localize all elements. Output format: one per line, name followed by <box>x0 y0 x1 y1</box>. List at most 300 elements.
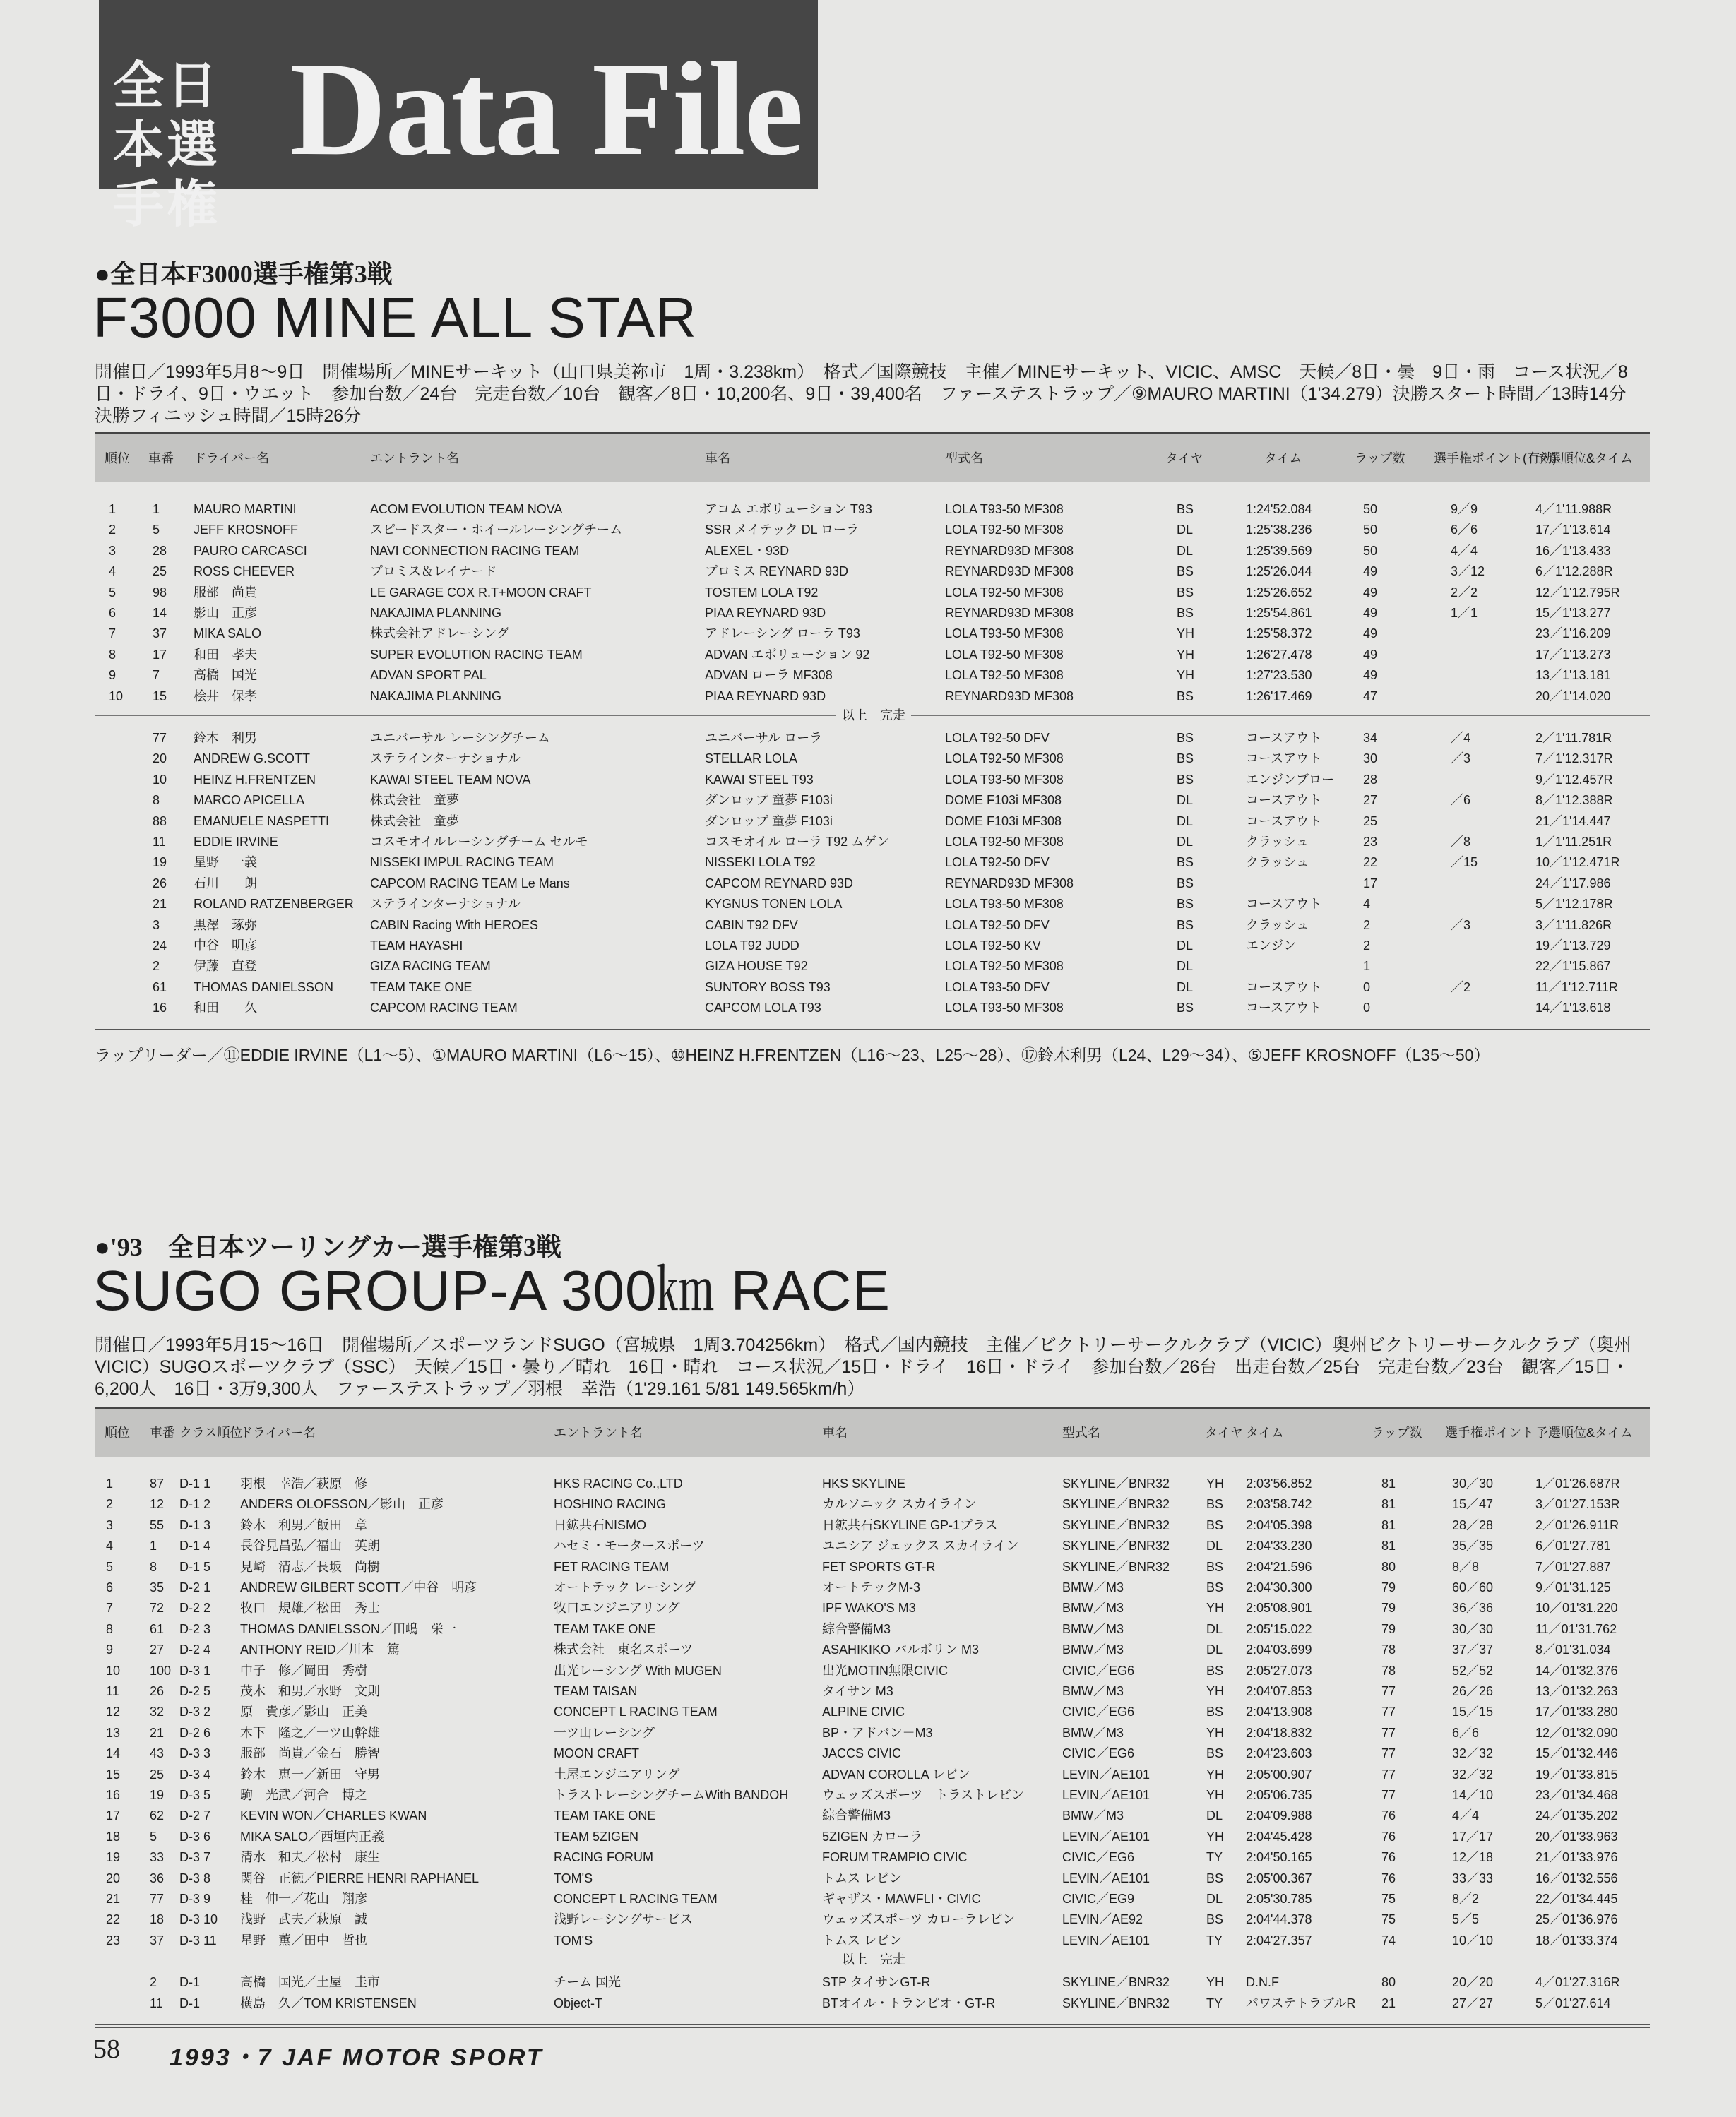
table-cell: KAWAI STEEL TEAM NOVA <box>370 772 531 787</box>
table-cell: LOLA T92-50 MF308 <box>945 751 1064 766</box>
table-cell: 1:25'54.861 <box>1246 606 1312 620</box>
table-cell: 12 <box>106 1705 121 1719</box>
f3000-lap-leaders: ラップリーダー／⑪EDDIE IRVINE（L1～5）、①MAURO MARTINI（L6～15）、⑩HEINZ H.FRENTZEN（L16～23、L25～28）、⑰鈴木利男（L24、L29～34）、⑤JEFF KROSNOFF（L35～50） <box>95 1046 1490 1064</box>
table-cell: BMW／M3 <box>1062 1580 1124 1594</box>
table-cell: 6 <box>106 1580 114 1594</box>
column-header: 車名 <box>705 451 730 465</box>
table-cell: 47 <box>1363 688 1378 703</box>
column-header: ラップ数 <box>1372 1426 1422 1440</box>
table-cell: 18 <box>150 1912 165 1927</box>
table-cell: 23 <box>1363 835 1378 849</box>
table-cell: TOM'S <box>554 1871 593 1885</box>
table-cell: 76 <box>1381 1871 1396 1885</box>
table-cell: 土屋エンジニアリング <box>554 1767 680 1782</box>
table-cell: 81 <box>1381 1517 1396 1532</box>
table-cell: KYGNUS TONEN LOLA <box>705 897 843 912</box>
table-cell: オートテックM-3 <box>822 1580 920 1594</box>
table-cell: ROLAND RATZENBERGER <box>194 897 354 912</box>
table-cell: 1:25'38.236 <box>1246 523 1312 537</box>
table-cell: 影山 正彦 <box>194 606 257 620</box>
table-cell: 76 <box>1381 1829 1396 1844</box>
table-cell: TOM'S <box>554 1933 593 1948</box>
table-cell: 8／8 <box>1452 1559 1480 1574</box>
table-row <box>95 728 1650 749</box>
column-header: タイヤ <box>1205 1426 1243 1440</box>
table-cell: 80 <box>1381 1559 1396 1574</box>
table-cell: CIVIC／EG6 <box>1062 1850 1135 1865</box>
table-cell: YH <box>1206 1477 1225 1491</box>
table-cell: 1／1'11.251R <box>1535 835 1612 849</box>
f3000-subtitle: ●全日本F3000選手権第3戦 <box>95 260 393 288</box>
table-cell: 株式会社アドレーシング <box>370 626 509 641</box>
table-cell: BMW／M3 <box>1062 1808 1124 1823</box>
table-cell: 77 <box>1381 1746 1396 1761</box>
table-cell: 服部 尚貴／金石 勝智 <box>240 1746 380 1761</box>
table-cell: ／3 <box>1451 917 1471 932</box>
table-cell: 25 <box>153 564 167 579</box>
table-cell: D-3 11 <box>179 1933 217 1948</box>
table-cell: 和田 孝夫 <box>194 647 257 662</box>
table-cell: YH <box>1206 1601 1225 1616</box>
table-cell: 2:04'13.908 <box>1246 1705 1312 1719</box>
table-cell: 24 <box>153 938 167 953</box>
table-row <box>95 645 1650 665</box>
table-cell: 23／1'16.209 <box>1535 626 1611 641</box>
table-row <box>95 915 1650 936</box>
table-cell: 21 <box>1381 1996 1396 2010</box>
column-header: 車番 <box>148 451 174 465</box>
table-cell: 21 <box>153 897 167 912</box>
column-header: 順位 <box>105 1426 130 1440</box>
table-cell: 77 <box>150 1892 165 1906</box>
table-cell: CONCEPT L RACING TEAM <box>554 1892 718 1906</box>
table-cell: 1:26'17.469 <box>1246 688 1312 703</box>
table-cell: CIVIC／EG6 <box>1062 1663 1135 1678</box>
table-cell: D-1 <box>179 1975 201 1990</box>
table-cell: 1／1 <box>1451 606 1478 620</box>
table-cell: SKYLINE／BNR32 <box>1062 1517 1170 1532</box>
table-cell: 5ZIGEN カローラ <box>822 1829 923 1844</box>
sugo-table-header <box>95 1407 1650 1457</box>
table-cell: 株式会社 東名スポーツ <box>554 1642 694 1657</box>
table-cell: TY <box>1206 1996 1223 2010</box>
table-cell: 32／32 <box>1452 1746 1494 1761</box>
table-cell: HOSHINO RACING <box>554 1497 667 1512</box>
table-cell: 鈴木 利男／飯田 章 <box>240 1517 367 1532</box>
table-cell: EMANUELE NASPETTI <box>194 813 330 828</box>
table-cell: 2:05'00.907 <box>1246 1767 1312 1782</box>
table-cell: 37 <box>150 1933 165 1948</box>
table-cell: ステラインターナショナル <box>370 897 521 912</box>
table-cell: ステラインターナショナル <box>370 751 521 766</box>
table-cell: 14 <box>106 1746 121 1761</box>
table-cell: 24／1'17.986 <box>1535 876 1611 890</box>
table-row <box>95 790 1650 811</box>
table-cell: 2:05'08.901 <box>1246 1601 1312 1616</box>
table-cell: DL <box>1206 1642 1223 1657</box>
table-row <box>95 499 1650 520</box>
column-header: 型式名 <box>945 451 983 465</box>
table-cell: 37／37 <box>1452 1642 1494 1657</box>
table-cell: 61 <box>153 979 167 994</box>
table-cell: 23／01'34.468 <box>1535 1788 1618 1802</box>
table-cell: 27 <box>1363 793 1378 808</box>
table-cell: コスモオイル ローラ T92 ムゲン <box>705 835 889 849</box>
table-cell: YH <box>1206 1975 1225 1990</box>
table-cell: TY <box>1206 1933 1223 1948</box>
table-cell: 25 <box>150 1767 165 1782</box>
sugo-subtitle: ●'93 全日本ツーリングカー選手権第3戦 <box>95 1233 562 1261</box>
table-cell: 2 <box>1363 917 1371 932</box>
table-cell: 4／1'11.988R <box>1535 502 1612 516</box>
table-cell: 1:25'39.569 <box>1246 543 1312 558</box>
table-cell: 黒澤 琢弥 <box>194 917 257 932</box>
table-cell: ADVAN SPORT PAL <box>370 668 487 683</box>
table-cell: 6／1'12.288R <box>1535 564 1613 579</box>
table-cell: 2:03'56.852 <box>1246 1477 1312 1491</box>
table-cell: 1 <box>106 1477 114 1491</box>
table-cell: SKYLINE／BNR32 <box>1062 1477 1170 1491</box>
table-cell: YH <box>1206 1767 1225 1782</box>
table-cell: 10／01'31.220 <box>1535 1601 1618 1616</box>
f3000-table-header <box>95 432 1650 482</box>
table-cell: 75 <box>1381 1892 1396 1906</box>
table-cell: CAPCOM RACING TEAM <box>370 1001 518 1015</box>
table-cell: 52／52 <box>1452 1663 1494 1678</box>
table-cell: 横島 久／TOM KRISTENSEN <box>240 1996 417 2010</box>
table-cell: 中谷 明彦 <box>194 938 257 953</box>
table-cell: D-2 2 <box>179 1601 211 1616</box>
column-header: 型式名 <box>1062 1426 1100 1440</box>
table-cell: BS <box>1206 1559 1224 1574</box>
table-cell: 78 <box>1381 1663 1396 1678</box>
table-cell: 17／17 <box>1452 1829 1494 1844</box>
column-header: ドライバー名 <box>240 1426 316 1440</box>
table-bottom-rule <box>95 1029 1650 1030</box>
table-cell: BMW／M3 <box>1062 1621 1124 1636</box>
table-cell: 18／01'33.374 <box>1535 1933 1618 1948</box>
table-cell: 17 <box>106 1808 121 1823</box>
table-cell: 鈴木 恵一／新田 守男 <box>240 1767 380 1782</box>
table-cell: 12 <box>150 1497 165 1512</box>
table-cell: 3／01'27.153R <box>1535 1497 1620 1512</box>
table-cell: 1 <box>153 502 160 516</box>
table-cell: 37 <box>153 626 167 641</box>
table-cell: LOLA T93-50 MF308 <box>945 1001 1064 1015</box>
table-row <box>95 1640 1650 1660</box>
table-cell: ADVAN エボリューション 92 <box>705 647 870 662</box>
table-cell: コスモオイルレーシングチーム セルモ <box>370 835 588 849</box>
table-cell: ／15 <box>1451 855 1478 870</box>
table-cell: 77 <box>1381 1725 1396 1740</box>
table-cell: 18 <box>106 1829 121 1844</box>
banner-title-ja: 全日本選手権 <box>113 58 221 233</box>
table-cell: ギャザス・MAWFLI・CIVIC <box>822 1892 981 1906</box>
table-cell: 4／4 <box>1451 543 1478 558</box>
table-cell: 11 <box>106 1684 119 1698</box>
table-cell: GIZA HOUSE T92 <box>705 959 808 974</box>
table-cell: REYNARD93D MF308 <box>945 564 1074 579</box>
table-cell: 32 <box>150 1705 165 1719</box>
table-cell: ALPINE CIVIC <box>822 1705 905 1719</box>
sugo-title: SUGO GROUP-A 300㎞ RACE <box>93 1259 891 1322</box>
table-cell: 15／47 <box>1452 1497 1494 1512</box>
table-cell: 100 <box>150 1663 172 1678</box>
table-cell: 木下 隆之／一ツ山幹雄 <box>240 1725 380 1740</box>
table-row <box>95 1889 1650 1909</box>
table-row <box>95 686 1650 707</box>
table-cell: 10 <box>109 688 124 703</box>
table-cell: 76 <box>1381 1850 1396 1865</box>
table-cell: 5 <box>150 1829 157 1844</box>
table-cell: 3／12 <box>1451 564 1485 579</box>
table-cell: SKYLINE／BNR32 <box>1062 1539 1170 1554</box>
table-cell: DOME F103i MF308 <box>945 793 1062 808</box>
table-cell: 77 <box>1381 1705 1396 1719</box>
table-row <box>95 561 1650 582</box>
table-cell: 16 <box>106 1788 121 1802</box>
table-cell: BS <box>1177 606 1194 620</box>
table-row <box>95 1847 1650 1868</box>
table-row <box>95 1993 1650 2014</box>
table-cell: 17 <box>153 647 167 662</box>
table-cell: BS <box>1177 688 1194 703</box>
table-cell: HKS SKYLINE <box>822 1477 906 1491</box>
table-cell: 2:04'33.230 <box>1246 1539 1312 1554</box>
table-cell: 22／01'34.445 <box>1535 1892 1618 1906</box>
table-cell: KAWAI STEEL T93 <box>705 772 814 787</box>
table-cell: 11 <box>150 1996 163 2010</box>
table-cell: ユニバーサル ローラ <box>705 731 823 745</box>
table-cell: 21 <box>150 1725 165 1740</box>
table-cell: BS <box>1177 751 1194 766</box>
table-cell: 16／1'13.433 <box>1535 543 1611 558</box>
table-cell: BS <box>1206 1871 1224 1885</box>
table-cell: MARCO APICELLA <box>194 793 305 808</box>
table-cell: 49 <box>1363 668 1378 683</box>
table-cell: 75 <box>1381 1912 1396 1927</box>
table-cell: 2／2 <box>1451 585 1478 600</box>
table-cell: 10／10 <box>1452 1933 1494 1948</box>
table-cell: 62 <box>150 1808 165 1823</box>
table-cell: 2 <box>150 1975 157 1990</box>
table-cell: タイサン M3 <box>822 1684 893 1698</box>
table-cell: NISSEKI IMPUL RACING TEAM <box>370 855 554 870</box>
table-cell: パワステトラブルR <box>1246 1996 1356 2010</box>
table-cell: 2:05'27.073 <box>1246 1663 1312 1678</box>
table-cell: 80 <box>1381 1975 1396 1990</box>
table-cell: BS <box>1177 897 1194 912</box>
table-cell: 20／01'33.963 <box>1535 1829 1618 1844</box>
table-cell: 8 <box>153 793 160 808</box>
table-cell: BS <box>1177 564 1194 579</box>
table-cell: 79 <box>1381 1601 1396 1616</box>
table-cell: GIZA RACING TEAM <box>370 959 491 974</box>
table-cell: 60／60 <box>1452 1580 1494 1594</box>
table-cell: コースアウト <box>1246 793 1322 808</box>
table-cell: 6／01'27.781 <box>1535 1539 1611 1554</box>
table-cell: DL <box>1177 979 1194 994</box>
table-cell: 16／01'32.556 <box>1535 1871 1618 1885</box>
table-cell: コースアウト <box>1246 731 1322 745</box>
table-cell: BMW／M3 <box>1062 1684 1124 1698</box>
table-cell: 12／18 <box>1452 1850 1494 1865</box>
table-cell: 26／26 <box>1452 1684 1494 1698</box>
table-cell: LOLA T92-50 DFV <box>945 917 1050 932</box>
table-cell: ユニシア ジェックス スカイライン <box>822 1539 1019 1554</box>
table-cell: 5／1'12.178R <box>1535 897 1613 912</box>
table-cell: YH <box>1177 647 1195 662</box>
table-cell: FET SPORTS GT-R <box>822 1559 936 1574</box>
table-cell: 9 <box>109 668 117 683</box>
table-cell: 株式会社 童夢 <box>370 793 459 808</box>
table-cell: 61 <box>150 1621 165 1636</box>
table-cell: 72 <box>150 1601 165 1616</box>
table-cell: D-1 <box>179 1996 201 2010</box>
column-header: エントラント名 <box>370 451 459 465</box>
table-row <box>95 811 1650 832</box>
table-row <box>95 873 1650 894</box>
banner-title-en: Data File <box>290 35 802 184</box>
table-cell: DL <box>1206 1808 1223 1823</box>
table-cell: LOLA T92-50 MF308 <box>945 647 1064 662</box>
table-cell: 6／6 <box>1451 523 1478 537</box>
table-cell: TEAM TAKE ONE <box>554 1621 656 1636</box>
table-cell: SKYLINE／BNR32 <box>1062 1497 1170 1512</box>
table-row <box>95 894 1650 914</box>
table-cell: 2 <box>1363 938 1371 953</box>
table-cell: JEFF KROSNOFF <box>194 523 298 537</box>
table-cell: 和田 久 <box>194 1001 257 1015</box>
table-cell: DL <box>1206 1892 1223 1906</box>
table-cell: 24／01'35.202 <box>1535 1808 1618 1823</box>
table-row <box>95 541 1650 561</box>
table-cell: 1:27'23.530 <box>1246 668 1312 683</box>
table-cell: DL <box>1177 959 1194 974</box>
table-cell: 22／1'15.867 <box>1535 959 1611 974</box>
table-cell: DL <box>1206 1621 1223 1636</box>
table-cell: ROSS CHEEVER <box>194 564 295 579</box>
table-cell: BS <box>1206 1705 1224 1719</box>
table-cell: 10 <box>153 772 167 787</box>
table-cell: LOLA T92-50 MF308 <box>945 959 1064 974</box>
sugo-race-info: 開催日／1993年5月15～16日 開催場所／スポーツランドSUGO（宮城県 1周3.704256km） 格式／国内競技 主催／ビクトリーサークルクラブ（VICIC）奥州ビクトリーサークルクラブ（奥州VICIC）SUGOスポーツクラブ（SSC） 天候／15日・曇り／晴れ 16日・晴れ コース状況／15日・ドライ 16日・ドライ 参加台数／26台 出走台数／25台 完走台数／23台 観客／15日・6,200人 16日・3万9,300人 ファーステストラップ／羽根 幸浩（1'29.161 5/81 149.565km/h） <box>95 1335 1631 1399</box>
table-cell: 9／1'12.457R <box>1535 772 1613 787</box>
table-cell: 3 <box>106 1517 114 1532</box>
table-cell: 2:04'30.300 <box>1246 1580 1312 1594</box>
table-cell: CAPCOM REYNARD 93D <box>705 876 854 890</box>
table-cell: 49 <box>1363 626 1378 641</box>
table-cell: 26 <box>150 1684 165 1698</box>
table-cell: 8／2 <box>1452 1892 1480 1906</box>
table-cell: 15／1'13.277 <box>1535 606 1611 620</box>
table-cell: JACCS CIVIC <box>822 1746 902 1761</box>
table-cell: CAPCOM RACING TEAM Le Mans <box>370 876 570 890</box>
table-row <box>95 520 1650 540</box>
table-cell: LOLA T93-50 MF308 <box>945 772 1064 787</box>
table-cell: BS <box>1177 1001 1194 1015</box>
table-cell: CAPCOM LOLA T93 <box>705 1001 821 1015</box>
table-cell: 株式会社 童夢 <box>370 813 459 828</box>
table-cell: 4 <box>1363 897 1371 912</box>
table-cell: 2:04'21.596 <box>1246 1559 1312 1574</box>
table-row <box>95 1661 1650 1681</box>
table-cell: 22 <box>106 1912 121 1927</box>
table-cell: BS <box>1177 585 1194 600</box>
table-cell: 11／1'12.711R <box>1535 979 1618 994</box>
table-row <box>95 1972 1650 1993</box>
table-cell: STELLAR LOLA <box>705 751 798 766</box>
table-cell: クラッシュ <box>1246 855 1309 870</box>
table-cell: D-3 2 <box>179 1705 211 1719</box>
table-cell: LOLA T93-50 MF308 <box>945 626 1064 641</box>
table-cell: 36 <box>150 1871 165 1885</box>
table-row <box>95 1536 1650 1556</box>
table-cell: 13／01'32.263 <box>1535 1684 1618 1698</box>
table-cell: LOLA T92-50 DFV <box>945 855 1050 870</box>
table-cell: 1／01'26.687R <box>1535 1477 1620 1491</box>
table-cell: 88 <box>153 813 167 828</box>
table-cell: 2 <box>153 959 160 974</box>
table-cell: LOLA T92-50 MF308 <box>945 523 1064 537</box>
table-cell: 5 <box>109 585 117 600</box>
table-cell: 出光レーシング With MUGEN <box>554 1663 722 1678</box>
table-cell: 81 <box>1381 1477 1396 1491</box>
table-cell: コースアウト <box>1246 897 1322 912</box>
table-cell: HKS RACING Co.,LTD <box>554 1477 683 1491</box>
table-cell: アドレーシング ローラ T93 <box>705 626 860 641</box>
table-cell: 33／33 <box>1452 1871 1494 1885</box>
table-cell: D-3 7 <box>179 1850 211 1865</box>
table-cell: 3 <box>109 543 117 558</box>
table-cell: 8 <box>106 1621 114 1636</box>
table-cell: LEVIN／AE92 <box>1062 1912 1143 1927</box>
table-cell: IPF WAKO'S M3 <box>822 1601 916 1616</box>
table-cell: 14／01'32.376 <box>1535 1663 1618 1678</box>
table-cell: 21／01'33.976 <box>1535 1850 1618 1865</box>
table-cell: 20／20 <box>1452 1975 1494 1990</box>
table-cell: DL <box>1177 793 1194 808</box>
table-cell: 6 <box>109 606 117 620</box>
table-cell: KEVIN WON／CHARLES KWAN <box>240 1808 427 1823</box>
column-header: 車番 <box>150 1426 175 1440</box>
table-cell: 星野 薫／田中 哲也 <box>240 1933 367 1948</box>
column-header: 選手権ポイント(有効) <box>1434 451 1557 465</box>
table-cell: 33 <box>150 1850 165 1865</box>
table-cell: ／4 <box>1451 731 1471 745</box>
table-cell: BS <box>1177 772 1194 787</box>
table-cell: アコム エボリューション T93 <box>705 502 872 516</box>
table-cell: 12／1'12.795R <box>1535 585 1620 600</box>
column-header: 予選順位&タイム <box>1535 451 1633 465</box>
table-cell: 22 <box>1363 855 1378 870</box>
table-cell: 14／1'13.618 <box>1535 1001 1611 1015</box>
table-cell: 1 <box>150 1539 157 1554</box>
table-cell: D-1 3 <box>179 1517 211 1532</box>
table-cell: PIAA REYNARD 93D <box>705 688 826 703</box>
table-cell: SKYLINE／BNR32 <box>1062 1996 1170 2010</box>
table-cell: LE GARAGE COX R.T+MOON CRAFT <box>370 585 592 600</box>
table-cell: ALEXEL・93D <box>705 543 790 558</box>
table-cell: ANTHONY REID／川本 篤 <box>240 1642 400 1657</box>
table-cell: 2:05'15.022 <box>1246 1621 1312 1636</box>
table-cell: D-2 1 <box>179 1580 211 1594</box>
table-cell: ウェッズスポーツ トラストレビン <box>822 1788 1025 1802</box>
table-cell: D-2 3 <box>179 1621 211 1636</box>
table-cell: YH <box>1206 1829 1225 1844</box>
table-row <box>95 1494 1650 1515</box>
table-cell: 4／4 <box>1452 1808 1480 1823</box>
